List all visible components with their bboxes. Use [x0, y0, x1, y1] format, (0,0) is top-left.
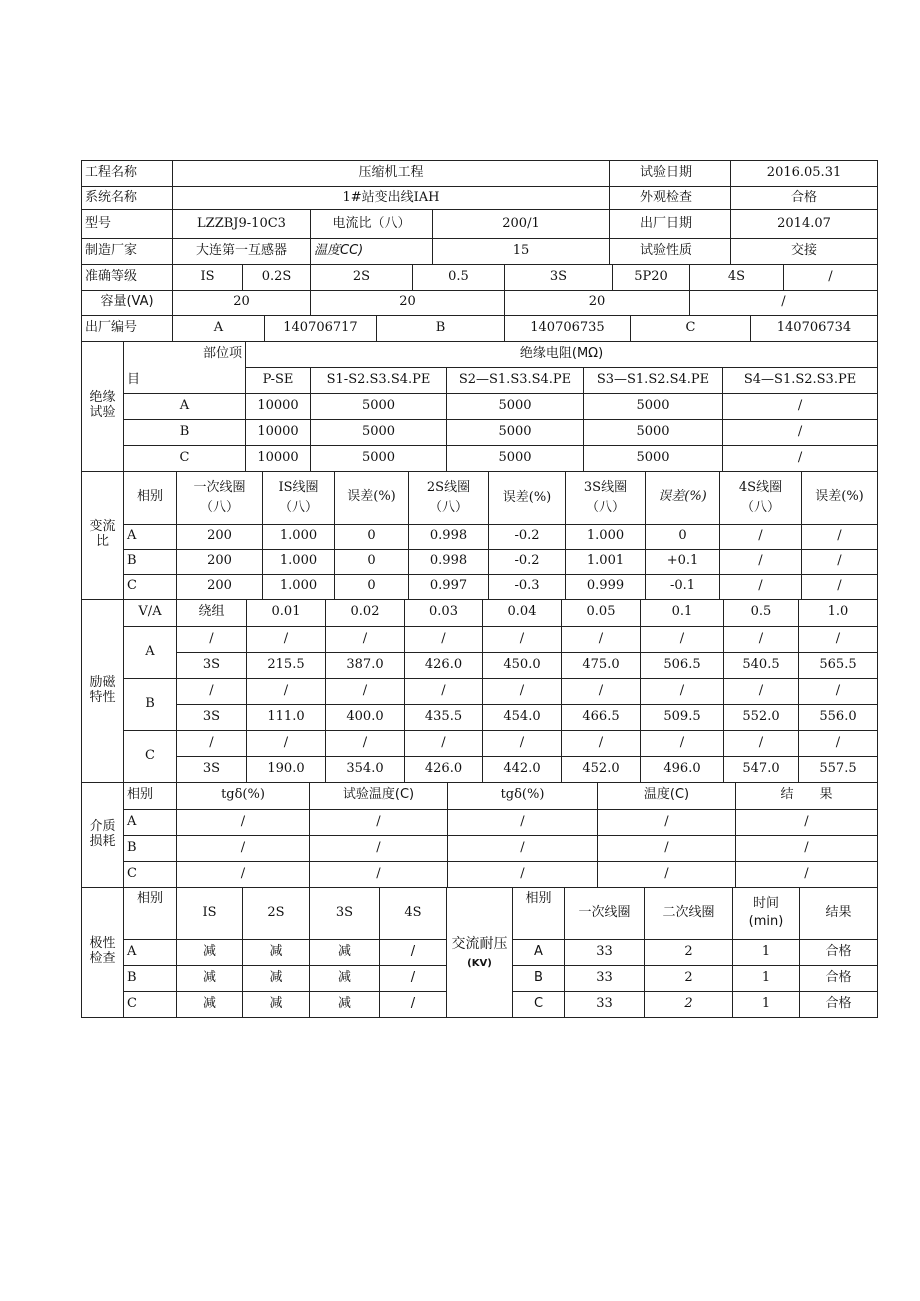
part-label-bottom: 目	[124, 368, 246, 394]
excitation-current-header: 1.0	[799, 600, 878, 627]
insulation-phase-a: A	[124, 394, 246, 420]
dielectric-header: tgδ(%)	[448, 783, 598, 809]
project-value: 压缩机工程	[173, 161, 610, 187]
ratio-cell: -0.1	[646, 574, 720, 599]
excitation-cell: 215.5	[247, 653, 326, 679]
test-nature-label: 试验性质	[610, 239, 731, 265]
ratio-cell: 1.000	[263, 524, 335, 549]
excitation-cell: /	[405, 679, 483, 705]
ratio-header: 4S线圈（八）	[720, 472, 802, 524]
system-value: 1#站变出线IAH	[173, 187, 610, 210]
polarity-header: IS	[177, 888, 243, 940]
maker-value: 大连第一互感器	[173, 239, 311, 265]
ac-header: 一次线圈	[565, 888, 645, 940]
serial-table	[81, 316, 878, 342]
visual-check-label: 外观检查	[610, 187, 731, 210]
part-label-top: 部位项	[124, 342, 246, 368]
insulation-cell: 5000	[447, 394, 584, 420]
ratio-cell: 0	[335, 549, 409, 574]
insulation-cell: 5000	[447, 446, 584, 472]
ratio-cell: 200	[177, 574, 263, 599]
capacity-4s: /	[690, 291, 878, 316]
polarity-phase: B	[124, 966, 177, 992]
ratio-label: 电流比（八）	[311, 210, 433, 239]
ac-cell: 合格	[800, 940, 878, 966]
insulation-cell: 5000	[311, 394, 447, 420]
test-date-label: 试验日期	[610, 161, 731, 187]
excitation-cell: /	[562, 627, 641, 653]
ratio-header: 误差(%)	[802, 472, 878, 524]
ac-header: 相别	[513, 888, 565, 940]
accuracy-4s-value: /	[784, 265, 878, 290]
ratio-cell: 0.999	[566, 574, 646, 599]
ratio-cell: 1.000	[263, 574, 335, 599]
excitation-winding: 3S	[177, 757, 247, 783]
excitation-cell: 452.0	[562, 757, 641, 783]
polarity-cell: 减	[243, 940, 310, 966]
ac-phase: B	[513, 966, 565, 992]
ratio-cell: -0.3	[489, 574, 566, 599]
polarity-cell: /	[380, 992, 447, 1018]
insulation-cell: 10000	[246, 420, 311, 446]
excitation-cell: /	[326, 679, 405, 705]
polarity-cell: /	[380, 966, 447, 992]
ratio-cell: /	[720, 574, 802, 599]
excitation-cell: 354.0	[326, 757, 405, 783]
header-table	[81, 160, 878, 265]
ratio-header: 一次线圈（八）	[177, 472, 263, 524]
test-nature-value: 交接	[731, 239, 878, 265]
excitation-current-header: 0.04	[483, 600, 562, 627]
excitation-cell: 190.0	[247, 757, 326, 783]
excitation-cell: 547.0	[724, 757, 799, 783]
ratio-phase: A	[124, 524, 177, 549]
ratio-header: 误差(%)	[646, 472, 720, 524]
excitation-cell: 450.0	[483, 653, 562, 679]
excitation-phase: B	[124, 679, 177, 731]
capacity-3s: 20	[505, 291, 690, 316]
test-date-value: 2016.05.31	[731, 161, 878, 187]
ratio-test-table	[81, 472, 878, 600]
insulation-cell: 10000	[246, 446, 311, 472]
factory-date-label: 出厂日期	[610, 210, 731, 239]
ac-withstand-title: 交流耐压	[451, 935, 508, 952]
dielectric-cell: /	[736, 809, 878, 835]
insulation-cell: /	[723, 446, 878, 472]
excitation-cell: 400.0	[326, 705, 405, 731]
dielectric-phase: B	[124, 835, 177, 861]
ratio-cell: 1.000	[566, 524, 646, 549]
excitation-cell: 496.0	[641, 757, 724, 783]
capacity-label: 容量(VA)	[82, 291, 173, 316]
ac-cell: 合格	[800, 992, 878, 1018]
accuracy-2s-value: 0.5	[413, 265, 505, 290]
test-report-sheet	[81, 160, 877, 1018]
model-value: LZZBJ9-10C3	[173, 210, 311, 239]
ac-cell: 1	[733, 966, 800, 992]
ratio-cell: -0.2	[489, 549, 566, 574]
insulation-col-4: S4—S1.S2.S3.PE	[723, 368, 878, 394]
serial-b-label: B	[377, 316, 505, 341]
dielectric-cell: /	[448, 809, 598, 835]
ratio-cell: 200	[177, 524, 263, 549]
insulation-resistance-title: 绝缘电阻(MΩ)	[246, 342, 878, 368]
excitation-cell: 509.5	[641, 705, 724, 731]
ratio-cell: 0.998	[409, 524, 489, 549]
excitation-cell: /	[799, 627, 878, 653]
excitation-cell: /	[724, 731, 799, 757]
insulation-col-1: S1-S2.S3.S4.PE	[311, 368, 447, 394]
accuracy-2s-label: 2S	[311, 265, 413, 290]
ratio-cell: /	[720, 524, 802, 549]
dielectric-header: tgδ(%)	[177, 783, 310, 809]
accuracy-3s-value: 5P20	[613, 265, 690, 290]
excitation-cell: 442.0	[483, 757, 562, 783]
temperature-value: 15	[433, 239, 610, 265]
polarity-cell: 减	[310, 966, 380, 992]
polarity-cell: /	[380, 940, 447, 966]
excitation-winding: /	[177, 731, 247, 757]
insulation-col-3: S3—S1.S2.S4.PE	[584, 368, 723, 394]
ratio-header: 2S线圈（八）	[409, 472, 489, 524]
excitation-cell: /	[641, 731, 724, 757]
excitation-cell: /	[724, 627, 799, 653]
ac-cell: 1	[733, 992, 800, 1018]
accuracy-4s-label: 4S	[690, 265, 784, 290]
dielectric-cell: /	[736, 861, 878, 887]
ratio-header: 3S线圈（八）	[566, 472, 646, 524]
polarity-header: 相别	[124, 888, 177, 940]
excitation-cell: /	[483, 679, 562, 705]
excitation-cell: /	[326, 627, 405, 653]
excitation-cell: /	[405, 627, 483, 653]
ac-phase: C	[513, 992, 565, 1018]
dielectric-header: 相别	[124, 783, 177, 809]
insulation-cell: 5000	[447, 420, 584, 446]
insulation-col-2: S2—S1.S3.S4.PE	[447, 368, 584, 394]
dielectric-header: 结 果	[736, 783, 878, 809]
accuracy-1s-value: 0.2S	[243, 265, 311, 290]
dielectric-phase: C	[124, 861, 177, 887]
visual-check-value: 合格	[731, 187, 878, 210]
serial-c-label: C	[631, 316, 751, 341]
polarity-cell: 减	[177, 966, 243, 992]
serial-c-value: 140706734	[751, 316, 878, 341]
excitation-cell: 387.0	[326, 653, 405, 679]
va-label: V/A	[124, 600, 177, 627]
ratio-cell: 0.998	[409, 549, 489, 574]
excitation-cell: 556.0	[799, 705, 878, 731]
dielectric-cell: /	[177, 861, 310, 887]
accuracy-table	[81, 265, 878, 291]
project-label: 工程名称	[82, 161, 173, 187]
excitation-cell: 111.0	[247, 705, 326, 731]
polarity-section-label: 极性检查	[82, 888, 124, 1018]
polarity-cell: 减	[243, 992, 310, 1018]
dielectric-cell: /	[598, 809, 736, 835]
accuracy-3s-label: 3S	[505, 265, 613, 290]
excitation-cell: /	[247, 627, 326, 653]
ratio-cell: /	[802, 549, 878, 574]
excitation-cell: 540.5	[724, 653, 799, 679]
excitation-cell: 454.0	[483, 705, 562, 731]
dielectric-cell: /	[448, 835, 598, 861]
excitation-cell: /	[247, 679, 326, 705]
excitation-winding: /	[177, 627, 247, 653]
maker-label: 制造厂家	[82, 239, 173, 265]
polarity-header: 4S	[380, 888, 447, 940]
excitation-current-header: 0.1	[641, 600, 724, 627]
ac-header: 结果	[800, 888, 878, 940]
ac-cell: 1	[733, 940, 800, 966]
insulation-cell: 5000	[584, 446, 723, 472]
insulation-cell: 5000	[584, 394, 723, 420]
excitation-cell: /	[247, 731, 326, 757]
ac-cell: 33	[565, 940, 645, 966]
excitation-table	[81, 600, 878, 784]
dielectric-cell: /	[736, 835, 878, 861]
excitation-current-header: 0.5	[724, 600, 799, 627]
excitation-winding: 3S	[177, 653, 247, 679]
dielectric-table	[81, 783, 878, 888]
serial-a-label: A	[173, 316, 265, 341]
ratio-header: 相别	[124, 472, 177, 524]
ac-header: 二次线圈	[645, 888, 733, 940]
polarity-phase: A	[124, 940, 177, 966]
excitation-phase: C	[124, 731, 177, 783]
ratio-header: 误差(%)	[335, 472, 409, 524]
ratio-cell: 0	[335, 524, 409, 549]
dielectric-header: 试验温度(C)	[310, 783, 448, 809]
capacity-2s: 20	[311, 291, 505, 316]
excitation-cell: /	[799, 679, 878, 705]
excitation-current-header: 0.03	[405, 600, 483, 627]
insulation-cell: /	[723, 420, 878, 446]
excitation-cell: 466.5	[562, 705, 641, 731]
serial-b-value: 140706735	[505, 316, 631, 341]
insulation-cell: 5000	[311, 420, 447, 446]
excitation-current-header: 0.05	[562, 600, 641, 627]
capacity-1s: 20	[173, 291, 311, 316]
insulation-cell: 10000	[246, 394, 311, 420]
ratio-cell: 1.001	[566, 549, 646, 574]
ratio-cell: 1.000	[263, 549, 335, 574]
ratio-phase: C	[124, 574, 177, 599]
ratio-cell: -0.2	[489, 524, 566, 549]
polarity-cell: 减	[243, 966, 310, 992]
capacity-table	[81, 291, 878, 317]
system-label: 系统名称	[82, 187, 173, 210]
ac-cell: 2	[645, 966, 733, 992]
insulation-cell: /	[723, 394, 878, 420]
serial-a-value: 140706717	[265, 316, 377, 341]
ratio-phase: B	[124, 549, 177, 574]
model-label: 型号	[82, 210, 173, 239]
factory-date-value: 2014.07	[731, 210, 878, 239]
ratio-value: 200/1	[433, 210, 610, 239]
excitation-cell: /	[799, 731, 878, 757]
temperature-label: 温度CC)	[311, 239, 433, 265]
ratio-header: IS线圈（八）	[263, 472, 335, 524]
dielectric-cell: /	[310, 809, 448, 835]
dielectric-section-label: 介质损耗	[82, 783, 124, 887]
dielectric-cell: /	[598, 861, 736, 887]
ac-withstand-unit: (KV)	[467, 957, 492, 969]
dielectric-cell: /	[448, 861, 598, 887]
ratio-cell: /	[802, 524, 878, 549]
excitation-winding: 3S	[177, 705, 247, 731]
ratio-cell: 0	[646, 524, 720, 549]
winding-label: 绕组	[177, 600, 247, 627]
ac-cell: 2	[645, 992, 733, 1018]
accuracy-label: 准确等级	[82, 265, 173, 290]
polarity-cell: 减	[177, 992, 243, 1018]
excitation-cell: 565.5	[799, 653, 878, 679]
excitation-phase: A	[124, 627, 177, 679]
ratio-cell: 200	[177, 549, 263, 574]
dielectric-cell: /	[598, 835, 736, 861]
excitation-cell: 557.5	[799, 757, 878, 783]
ratio-cell: 0	[335, 574, 409, 599]
excitation-cell: /	[405, 731, 483, 757]
excitation-cell: 506.5	[641, 653, 724, 679]
excitation-cell: /	[724, 679, 799, 705]
polarity-table	[81, 888, 878, 1019]
ratio-cell: +0.1	[646, 549, 720, 574]
dielectric-cell: /	[177, 835, 310, 861]
serial-label: 出厂编号	[82, 316, 173, 341]
dielectric-header: 温度(C)	[598, 783, 736, 809]
polarity-cell: 减	[310, 940, 380, 966]
excitation-cell: /	[562, 679, 641, 705]
excitation-cell: 552.0	[724, 705, 799, 731]
ratio-cell: /	[720, 549, 802, 574]
ratio-section-label: 变流比	[82, 472, 124, 599]
excitation-cell: /	[483, 627, 562, 653]
ac-phase: A	[513, 940, 565, 966]
insulation-section-label: 绝缘试验	[82, 342, 124, 472]
insulation-col-0: P-SE	[246, 368, 311, 394]
polarity-header: 2S	[243, 888, 310, 940]
excitation-section-label: 励磁特性	[82, 600, 124, 783]
excitation-cell: /	[641, 627, 724, 653]
polarity-cell: 减	[177, 940, 243, 966]
dielectric-cell: /	[177, 809, 310, 835]
ac-cell: 2	[645, 940, 733, 966]
dielectric-cell: /	[310, 861, 448, 887]
ac-cell: 合格	[800, 966, 878, 992]
excitation-cell: /	[562, 731, 641, 757]
ratio-cell: /	[802, 574, 878, 599]
polarity-phase: C	[124, 992, 177, 1018]
ratio-cell: 0.997	[409, 574, 489, 599]
excitation-cell: 426.0	[405, 757, 483, 783]
ratio-header: 误差(%)	[489, 472, 566, 524]
excitation-cell: /	[641, 679, 724, 705]
insulation-phase-b: B	[124, 420, 246, 446]
ac-header: 时间(min)	[733, 888, 800, 940]
ac-withstand-label	[447, 888, 513, 1018]
dielectric-cell: /	[310, 835, 448, 861]
excitation-current-header: 0.02	[326, 600, 405, 627]
excitation-cell: /	[483, 731, 562, 757]
dielectric-phase: A	[124, 809, 177, 835]
excitation-cell: 475.0	[562, 653, 641, 679]
insulation-cell: 5000	[311, 446, 447, 472]
excitation-cell: 435.5	[405, 705, 483, 731]
insulation-phase-c: C	[124, 446, 246, 472]
polarity-cell: 减	[310, 992, 380, 1018]
excitation-cell: 426.0	[405, 653, 483, 679]
polarity-header: 3S	[310, 888, 380, 940]
insulation-table	[81, 342, 878, 473]
excitation-cell: /	[326, 731, 405, 757]
ac-cell: 33	[565, 992, 645, 1018]
excitation-winding: /	[177, 679, 247, 705]
accuracy-1s-label: IS	[173, 265, 243, 290]
excitation-current-header: 0.01	[247, 600, 326, 627]
insulation-cell: 5000	[584, 420, 723, 446]
ac-cell: 33	[565, 966, 645, 992]
